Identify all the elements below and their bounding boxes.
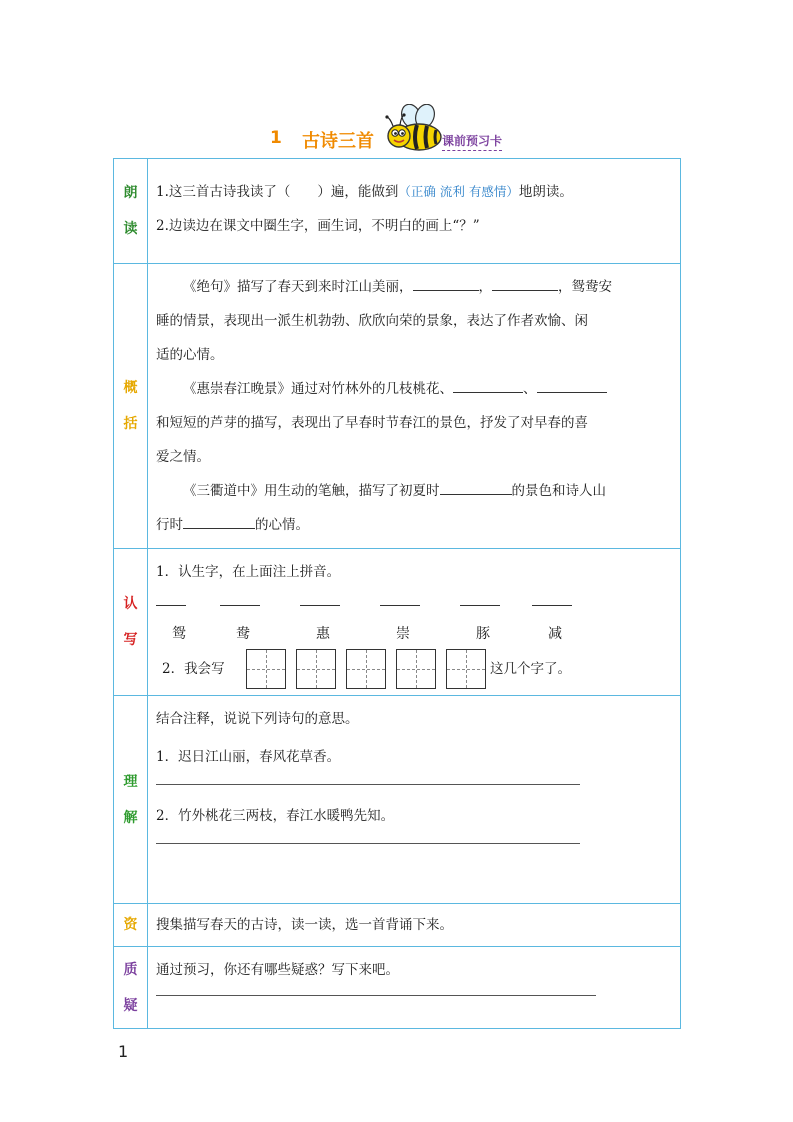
section-content-gaikuo: 《绝句》描写了春天到来时江山美丽， ， ，鸳鸯安 睡的情景，表现出一派生机勃勃、欣欣向荣的景象，表达了作者欢愉、闲 适的心情。 《惠崇春江晚景》通过对竹林外的几枝桃花、 、 和短短的芦芽的描写，表现出了早春时节春江的景色，抒发了对早春的喜 爱之情。 《三衢道中》用生动的笔触，描写了初夏时 的景色和诗人山 行时 的心情。 xyxy=(148,264,681,549)
gaikuo-paragraph-3: 《三衢道中》用生动的笔触，描写了初夏时 的景色和诗人山 xyxy=(156,474,672,508)
new-character: 减 xyxy=(548,626,562,642)
new-character: 崇 xyxy=(396,626,410,642)
section-label-langdu: 朗 读 xyxy=(114,159,148,264)
section-label-gaikuo: 概 括 xyxy=(114,264,148,549)
langdu-line-2: 2.边读边在课文中圈生字，画生词，不明白的画上“？” xyxy=(156,218,480,234)
writing-grid-box[interactable] xyxy=(346,649,386,689)
fill-blank[interactable] xyxy=(492,276,558,291)
renxie-task-1: 1．认生字，在上面注上拼音。 xyxy=(156,564,341,580)
writing-grid-box[interactable] xyxy=(396,649,436,689)
pinyin-blank[interactable] xyxy=(156,605,186,606)
writing-grid-box[interactable] xyxy=(296,649,336,689)
reading-goals: （正确 流利 有感情） xyxy=(398,184,519,199)
section-content-lijie xyxy=(148,696,681,904)
section-content-langdu xyxy=(148,159,681,264)
gaikuo-paragraph-2: 《惠崇春江晚景》通过对竹林外的几枝桃花、 、 xyxy=(156,372,672,406)
answer-line[interactable] xyxy=(156,995,596,996)
pinyin-blank[interactable] xyxy=(460,605,500,606)
pinyin-blank[interactable] xyxy=(380,605,420,606)
new-character: 鸯 xyxy=(236,626,250,642)
pinyin-blank[interactable] xyxy=(532,605,572,606)
section-label-lijie: 理 解 xyxy=(114,696,148,904)
page-header xyxy=(0,104,793,160)
fill-blank[interactable] xyxy=(413,276,479,291)
gaikuo-paragraph-1: 《绝句》描写了春天到来时江山美丽， ， ，鸳鸯安 xyxy=(156,270,672,304)
fill-blank[interactable] xyxy=(537,378,607,393)
renxie-task-2: 2．我会写 这几个字了。 xyxy=(148,647,680,695)
lesson-number: 1 xyxy=(270,128,282,148)
section-label-zhiyi: 质 疑 xyxy=(114,947,148,1029)
section-label-renxie: 认 写 xyxy=(114,549,148,696)
section-renxie xyxy=(114,549,681,696)
fill-blank[interactable] xyxy=(440,480,512,495)
section-content-zi xyxy=(148,904,681,947)
writing-grid-box[interactable] xyxy=(246,649,286,689)
lesson-subtitle: 课前预习卡 xyxy=(442,132,502,151)
zhiyi-text: 通过预习，你还有哪些疑惑？写下来吧。 xyxy=(156,962,399,978)
answer-line[interactable] xyxy=(156,843,580,844)
section-lijie xyxy=(114,696,681,904)
new-character: 鸳 xyxy=(172,626,186,642)
bee-icon xyxy=(385,104,445,158)
fill-blank[interactable] xyxy=(453,378,523,393)
lesson-title: 古诗三首 xyxy=(302,131,374,152)
pinyin-lines xyxy=(148,589,672,619)
langdu-line-1: 1.这三首古诗我读了（ ）遍，能做到（正确 流利 有感情）地朗读。 xyxy=(156,184,573,200)
preview-card-table xyxy=(113,158,681,1029)
new-characters xyxy=(148,619,672,645)
section-gaikuo xyxy=(114,264,681,549)
lijie-question-2: 2．竹外桃花三两枝，春江水暖鸭先知。 xyxy=(156,808,395,824)
section-zhiyi xyxy=(114,947,681,1029)
writing-grid-box[interactable] xyxy=(446,649,486,689)
fill-blank[interactable] xyxy=(183,514,255,529)
pinyin-blank[interactable] xyxy=(220,605,260,606)
new-character: 惠 xyxy=(316,626,330,642)
section-content-renxie xyxy=(148,549,681,696)
pinyin-blank[interactable] xyxy=(300,605,340,606)
page-number: 1 xyxy=(118,1042,129,1061)
section-langdu xyxy=(114,159,681,264)
zi-text: 搜集描写春天的古诗，读一读，选一首背诵下来。 xyxy=(156,917,453,933)
lijie-intro: 结合注释，说说下列诗句的意思。 xyxy=(156,711,359,727)
section-label-zi: 资 xyxy=(114,904,148,947)
section-zi xyxy=(114,904,681,947)
answer-line[interactable] xyxy=(156,784,580,785)
lijie-question-1: 1．迟日江山丽，春风花草香。 xyxy=(156,749,341,765)
new-character: 豚 xyxy=(476,626,490,642)
section-content-zhiyi xyxy=(148,947,681,1029)
